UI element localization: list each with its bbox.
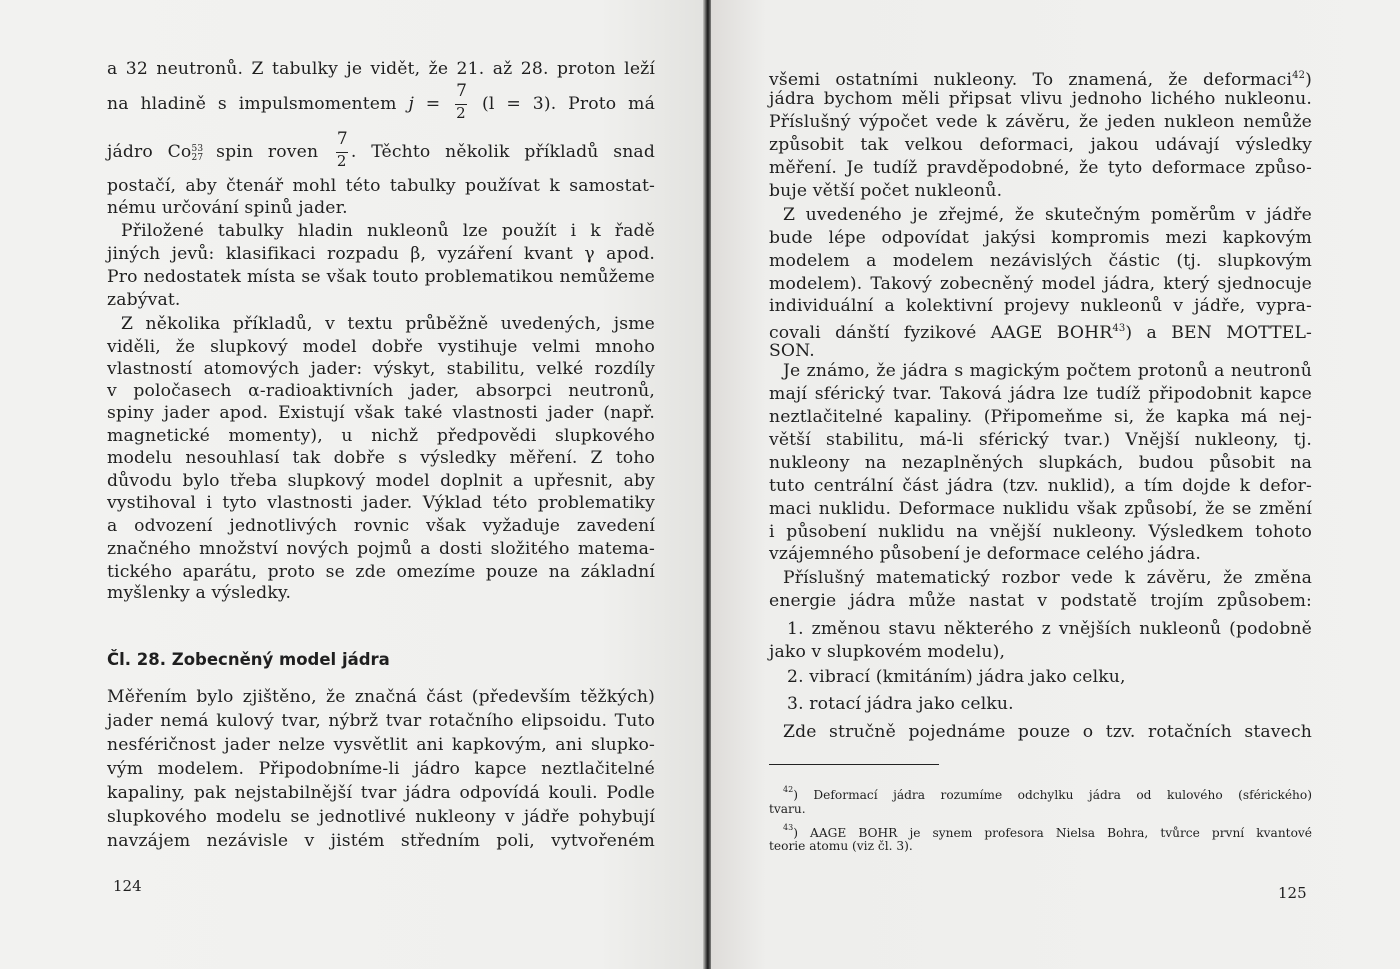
- fraction: [454, 80, 468, 122]
- text-line: [769, 361, 1312, 381]
- text-line: Přiložené tabulky hladin nukleonů lze použít i k řadě: [121, 221, 655, 241]
- text-run: tuto centrální část jádra (tzv. nuklid), a tím dojde k defor-: [769, 476, 1312, 496]
- text-line: [769, 476, 1312, 496]
- text-run: ): [1305, 70, 1312, 90]
- text-line: [769, 453, 1312, 473]
- text-line: [769, 158, 1312, 178]
- text-line: [769, 228, 1312, 248]
- text-run: i působení nuklidu na vnější nukleony. Výsledkem tohoto: [769, 522, 1312, 542]
- text-run: ) a BEN MOTTEL-: [1125, 323, 1312, 343]
- text-run: bude lépe odpovídat jakýsi kompromis mezi kapkovým: [769, 228, 1312, 248]
- text-run: modelem). Takový zobecněný model jádra, který sjednocuje: [769, 274, 1312, 294]
- text-line: [769, 430, 1312, 450]
- text-line: nesféričnost jader nelze vysvětlit ani kapkovým, ani slupko-: [107, 735, 655, 755]
- isotope-index: [191, 143, 204, 163]
- text-run: ) Deformací jádra rozumíme odchylku jádra od kulového (sférického): [793, 788, 1312, 802]
- text-line: postačí, aby čtenář mohl této tabulky používat k samostat-: [107, 176, 655, 196]
- text-line: a odvození jednotlivých rovnic však vyžaduje zavedení: [107, 516, 655, 536]
- text-line: [769, 499, 1312, 519]
- text-line: [769, 205, 1312, 225]
- footnote-marker: 43: [1112, 323, 1126, 334]
- text-run: Příslušný matematický rozbor vede k závěru, že změna: [783, 568, 1312, 588]
- text-line: [769, 591, 1312, 611]
- footnote-marker: 42: [1292, 70, 1306, 81]
- footnote-marker: 42: [783, 785, 794, 794]
- text-line: [769, 522, 1312, 542]
- text-run: =: [413, 94, 453, 114]
- text-run: způsobit tak velkou deformaci, jakou udávají výsledky: [769, 135, 1312, 155]
- text-line: [769, 568, 1312, 588]
- fraction-numerator: 7: [456, 80, 468, 101]
- footnote-rule: [769, 764, 939, 765]
- text-run: 1. změnou stavu některého z vnějších nukleonů (podobně: [787, 619, 1312, 639]
- text-run: 3. rotací jádra jako celku.: [787, 694, 1014, 714]
- text-line: navzájem nezávisle v jistém středním poli, vytvořeném: [107, 831, 655, 851]
- footnote-line: [769, 838, 1312, 854]
- text-line: [769, 112, 1312, 132]
- text-run: maci nuklidu. Deformace nuklidu však způsobí, že se změní: [769, 499, 1312, 519]
- text-line: [769, 407, 1312, 427]
- text-line: [769, 619, 1312, 639]
- text-line: [769, 181, 1312, 201]
- footnote-line: [769, 782, 1312, 803]
- text-run: covali dánští fyzikové AAGE BOHR: [769, 323, 1113, 343]
- text-run: modelem a modelem nezávislých částic (tj. slupkovým: [769, 251, 1312, 271]
- text-run: Příslušný výpočet vede k závěru, že jeden nukleon nemůže: [769, 112, 1312, 132]
- text-run: SON.: [769, 341, 815, 361]
- text-run: na hladině s impulsmomentem: [107, 94, 409, 114]
- footnote-marker: 43: [783, 823, 794, 832]
- text-line: modelu nesouhlasí tak dobře s výsledky měření. Z toho: [107, 448, 655, 468]
- text-line: [769, 319, 1312, 343]
- text-line: důvodu bylo třeba slupkový model doplnit a upřesnit, aby: [107, 471, 655, 491]
- footnote-line: [769, 801, 1312, 817]
- text-line: kapaliny, pak nejstabilnější tvar jádra odpovídá kouli. Podle: [107, 783, 655, 803]
- formula-line: [107, 128, 655, 170]
- text-line: [769, 135, 1312, 155]
- text-line: Z několika příkladů, v textu průběžně uvedených, jsme: [121, 314, 655, 334]
- text-run: tvaru.: [769, 802, 806, 816]
- math-variable: j: [408, 94, 414, 114]
- text-line: [769, 667, 1312, 687]
- text-line: [769, 544, 1312, 564]
- text-line: [769, 251, 1312, 271]
- text-line: [769, 341, 1312, 361]
- text-line: myšlenky a výsledky.: [107, 583, 292, 603]
- text-run: Z uvedeného je zřejmé, že skutečným poměrům v jádře: [783, 205, 1312, 225]
- text-line: [769, 722, 1312, 742]
- text-run: všemi ostatními nukleony. To znamená, že deformaci: [769, 70, 1293, 90]
- page-number: 125: [1278, 884, 1307, 902]
- text-run: . Těchto několik příkladů snad: [350, 142, 655, 162]
- section-heading: Čl. 28. Zobecněný model jádra: [107, 650, 390, 669]
- isotope-number: 27: [191, 153, 204, 163]
- page-number: 124: [113, 877, 142, 895]
- text-line: viděli, že slupkový model dobře vystihuje velmi mnoho: [107, 337, 655, 357]
- formula-line: [107, 80, 655, 122]
- text-run: větší stabilitu, má-li sférický tvar.) Vnější nukleony, tj.: [769, 430, 1312, 450]
- text-line: zabývat.: [107, 290, 181, 310]
- text-line: [769, 296, 1312, 316]
- text-line: [769, 66, 1312, 90]
- text-line: jader nemá kulový tvar, nýbrž tvar rotačního elipsoidu. Tuto: [107, 711, 655, 731]
- fraction-denominator: 2: [456, 103, 466, 122]
- text-run: jádra bychom měli připsat vlivu jednoho lichého nukleonu.: [769, 89, 1312, 109]
- text-run: Je známo, že jádra s magickým počtem protonů a neutronů: [783, 361, 1312, 381]
- text-line: slupkového modelu se jednotlivé nukleony v jádře pohybují: [107, 807, 655, 827]
- text-line: [769, 694, 1312, 714]
- text-run: jádro Co: [107, 142, 192, 162]
- fraction-numerator: 7: [336, 128, 348, 149]
- text-run: jako v slupkovém modelu),: [769, 642, 1006, 662]
- text-line: vým modelem. Připodobníme-li jádro kapce neztlačitelné: [107, 759, 655, 779]
- text-run: individuální a kolektivní projevy nukleonů v jádře, vypra-: [769, 296, 1312, 316]
- text-line: [769, 642, 1312, 662]
- text-line: spiny jader apod. Existují však také vlastnosti jader (např.: [107, 403, 655, 423]
- text-line: vystihoval i tyto vlastnosti jader. Výklad této problematiky: [107, 493, 655, 513]
- text-line: [769, 384, 1312, 404]
- text-line: a 32 neutronů. Z tabulky je vidět, že 21. až 28. proton leží: [107, 59, 655, 79]
- text-line: magnetické momenty), u nichž předpovědi slupkového: [107, 426, 655, 446]
- text-run: měření. Je tudíž pravděpodobné, že tyto deformace způso-: [769, 158, 1312, 178]
- text-run: energie jádra může nastat v podstatě trojím způsobem:: [769, 591, 1312, 611]
- text-line: Měřením bylo zjištěno, že značná část (především těžkých): [107, 687, 655, 707]
- text-run: spin roven: [201, 142, 333, 162]
- text-line: jiných jevů: klasifikaci rozpadu β, vyzáření kvant γ apod.: [107, 244, 655, 264]
- text-run: 2. vibrací (kmitáním) jádra jako celku,: [787, 667, 1126, 687]
- text-line: vlastností atomových jader: výskyt, stabilitu, velké rozdíly: [107, 359, 655, 379]
- text-run: ) AAGE BOHR je synem profesora Nielsa Bohra, tvůrce první kvantové: [793, 826, 1312, 840]
- text-run: buje větší počet nukleonů.: [769, 181, 1003, 201]
- text-line: [769, 89, 1312, 109]
- text-run: nukleony na nezaplněných slupkách, budou působit na: [769, 453, 1312, 473]
- text-line: nému určování spinů jader.: [107, 198, 348, 218]
- text-run: teorie atomu (viz čl. 3).: [769, 839, 913, 853]
- text-line: v poločasech α-radioaktivních jader, absorpci neutronů,: [107, 381, 655, 401]
- text-line: značného množství nových pojmů a dosti složitého matema-: [107, 539, 655, 559]
- text-line: tického aparátu, proto se zde omezíme pouze na základní: [107, 562, 655, 582]
- isotope-mass: 53: [191, 144, 204, 154]
- fraction-denominator: 2: [336, 151, 347, 170]
- fraction: [335, 128, 349, 170]
- text-run: Zde stručně pojednáme pouze o tzv. rotačních stavech: [783, 722, 1312, 742]
- text-line: Pro nedostatek místa se však touto problematikou nemůžeme: [107, 267, 655, 287]
- text-run: vzájemného působení je deformace celého jádra.: [769, 544, 1201, 564]
- text-run: mají sférický tvar. Taková jádra lze tudíž připodobnit kapce: [769, 384, 1312, 404]
- text-run: (l = 3). Proto má: [470, 94, 655, 114]
- right-page: [711, 0, 1400, 969]
- text-run: neztlačitelné kapaliny. (Připomeňme si, že kapka má nej-: [769, 407, 1312, 427]
- text-line: [769, 274, 1312, 294]
